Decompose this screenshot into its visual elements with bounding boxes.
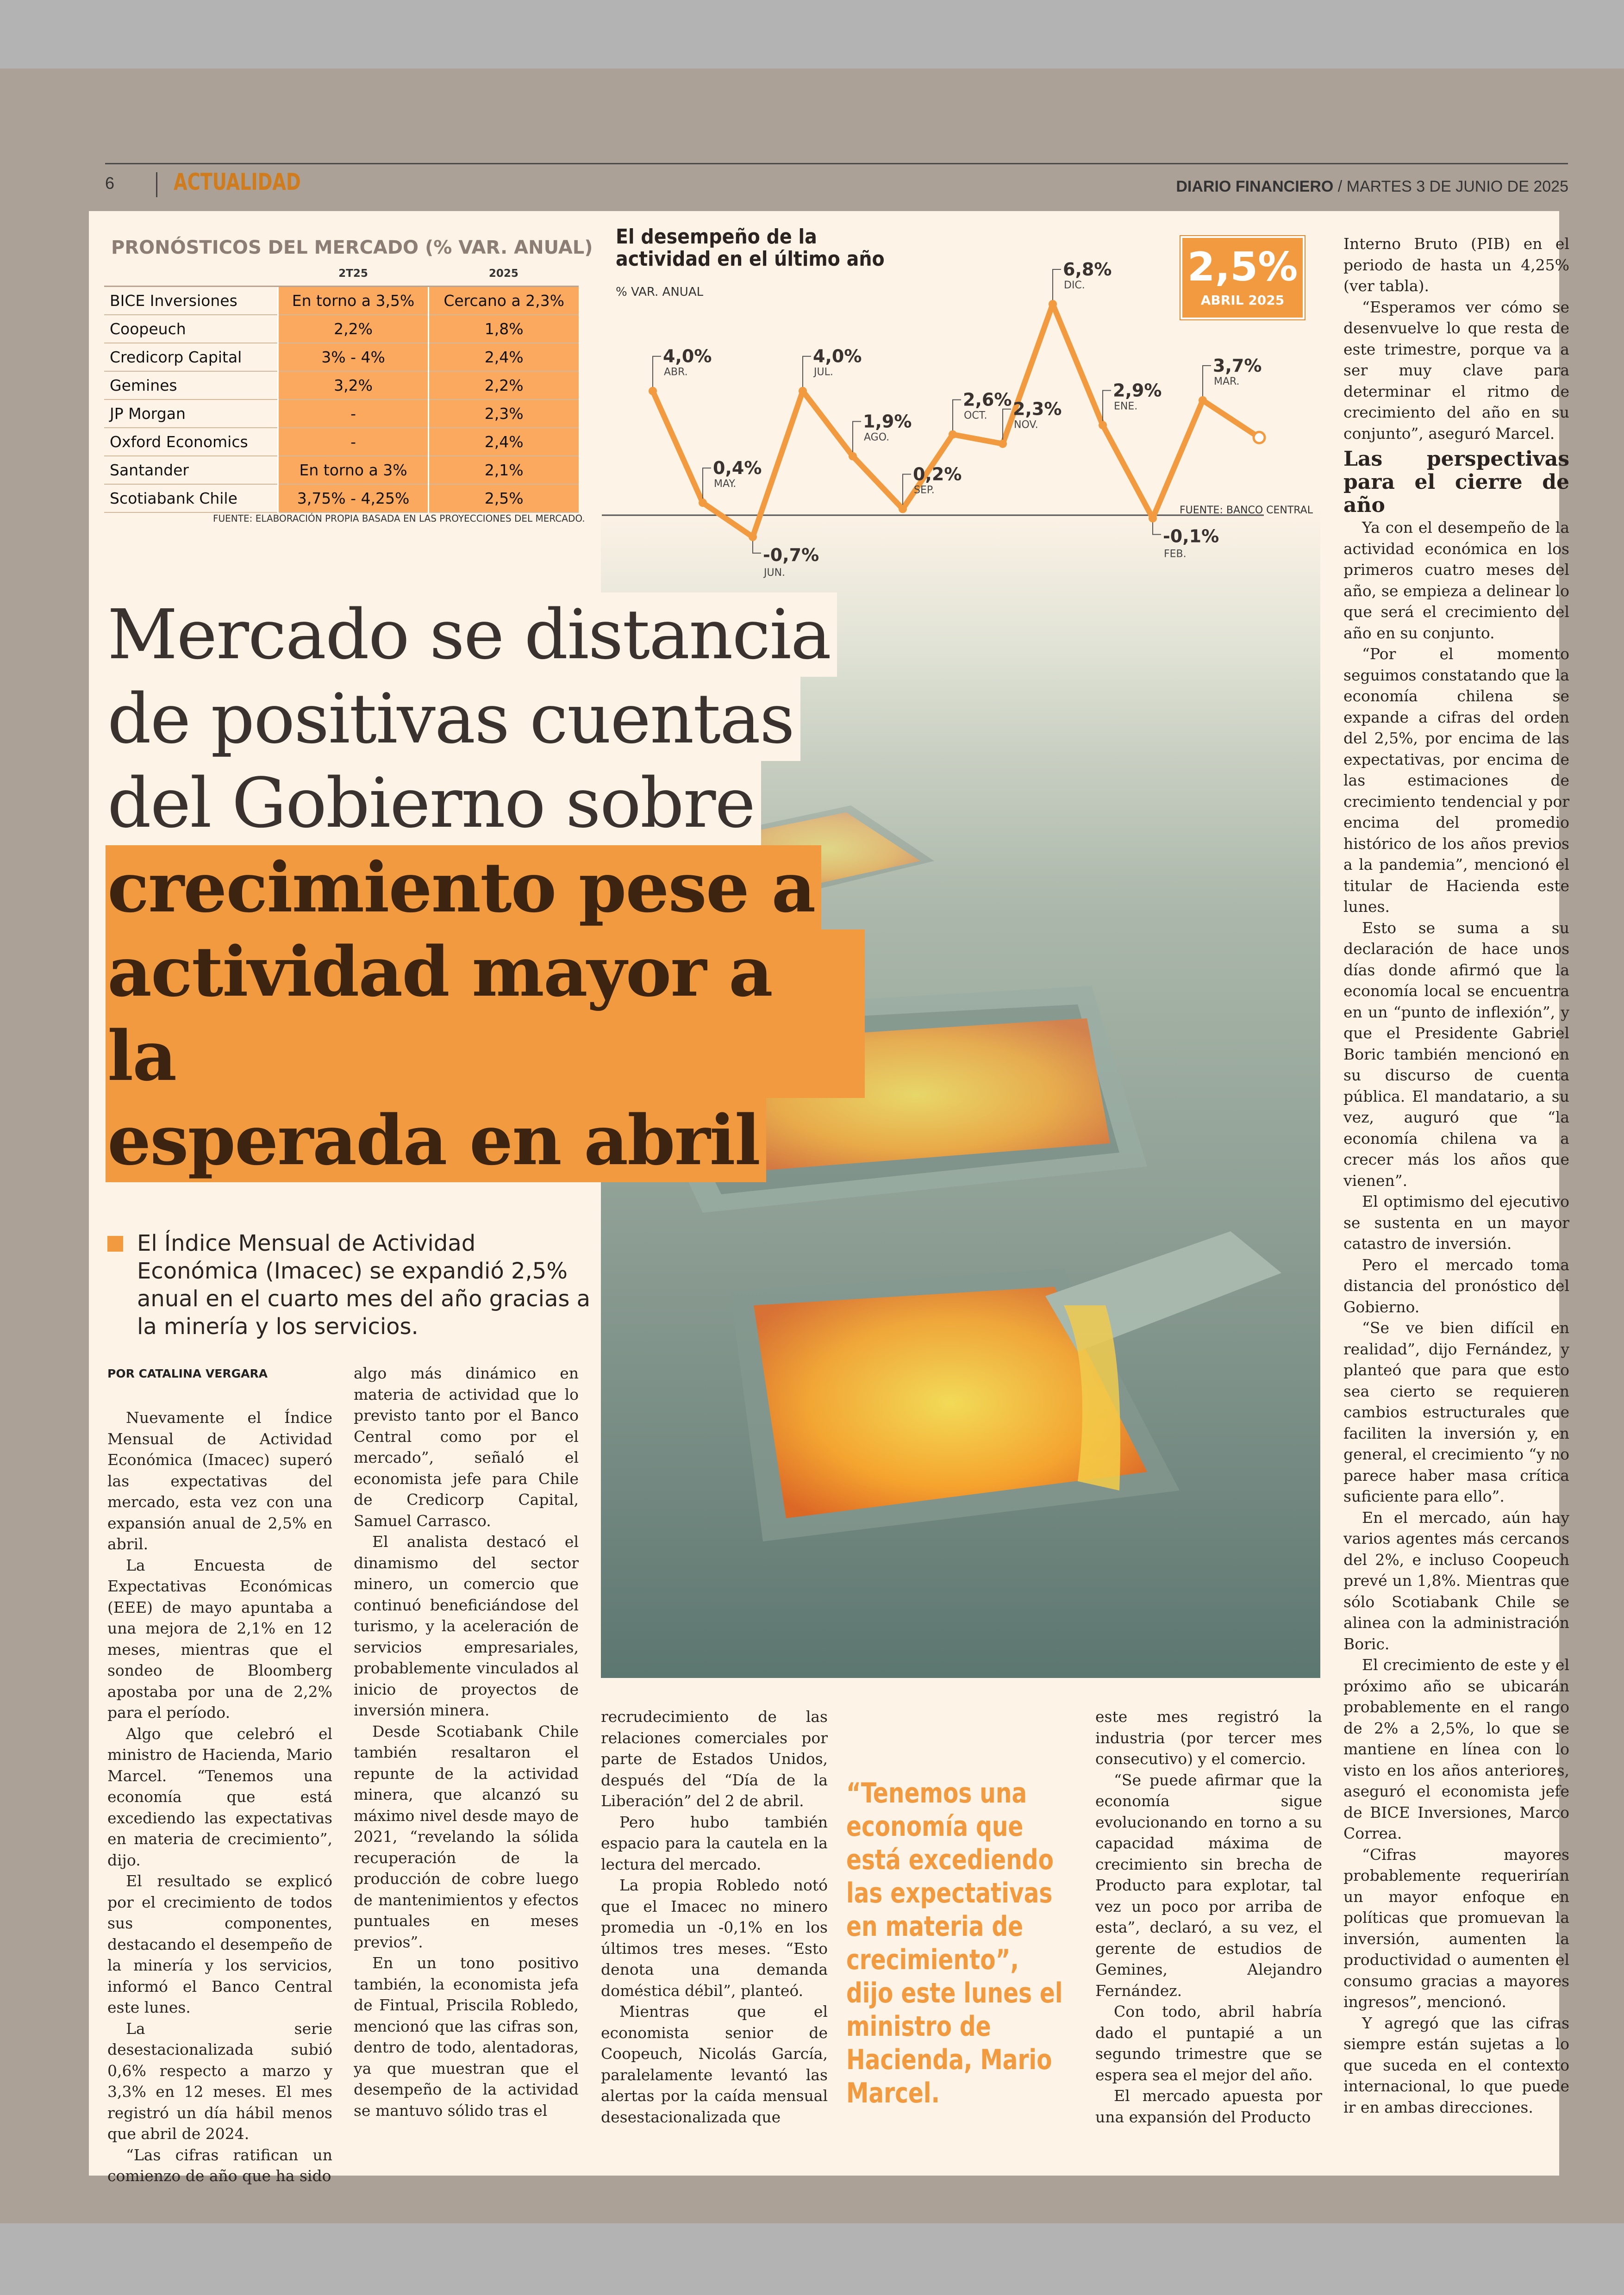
data-label: -0,1% [1163, 526, 1219, 547]
label-leader [803, 356, 811, 391]
headline-line-highlight: esperada en abril [106, 1098, 766, 1182]
paragraph: Pero el mercado toma distancia del pronóstico del Gobierno. [1343, 1255, 1569, 1316]
article-column-3 [601, 1706, 828, 2127]
data-label: 0,2% [913, 464, 962, 485]
table-cell-year: 2,3% [429, 399, 579, 428]
table-cell-year: 2,4% [429, 343, 579, 371]
page-number: 6 [105, 174, 115, 193]
chart-title: El desempeño de la actividad en el último año [616, 225, 885, 271]
subhead: Las perspectivas para el cierre de año [1343, 447, 1569, 517]
table-row [104, 315, 579, 343]
table-row [104, 399, 579, 428]
table-header-row [104, 262, 579, 287]
data-label: 2,9% [1113, 380, 1162, 401]
data-point [1199, 396, 1207, 405]
table-cell-name: Coopeuch [104, 315, 278, 343]
paragraph: “Se ve bien difícil en realidad”, dijo Fernández, y planteó que para que esto sea cierto se requieren cambios estructurales que faciliten la inversión y, en general, el crecimiento “y no parece haber masa crítica suficiente para ello”. [1343, 1319, 1569, 1505]
headline [106, 592, 865, 1182]
forecast-table-source: FUENTE: ELABORACIÓN PROPIA BASADA EN LAS PROYECCIONES DEL MERCADO. [213, 513, 585, 524]
table-cell-quarter: 3,2% [278, 371, 429, 399]
masthead-brand: DIARIO FINANCIERO [1176, 178, 1334, 195]
data-point [849, 452, 857, 461]
summary [107, 1229, 598, 1341]
paragraph: Y agregó que las cifras siempre están sujetas a lo que suceda en el contexto internacional, lo que puede ir en ambas direcciones. [1343, 2014, 1569, 2116]
header-rule [105, 163, 1568, 164]
paragraph: algo más dinámico en materia de actividad que lo previsto tanto por el Banco Central como por el mercado”, señaló el economista jefe para Chile de Credicorp Capital, Samuel Carrasco. [354, 1364, 579, 1530]
table-cell-year: Cercano a 2,3% [429, 287, 579, 315]
table-row [104, 484, 579, 512]
chart-source: FUENTE: BANCO CENTRAL [1180, 505, 1313, 516]
paragraph: El analista destacó el dinamismo del sector minero, un comercio que continuó beneficiándose del turismo, y la aceleración de servicios empresariales, probablemente vinculados al inicio de proyectos de inversión minera. [354, 1533, 579, 1719]
table-cell-name: Scotiabank Chile [104, 484, 278, 512]
label-leader [1103, 390, 1111, 425]
data-label: 1,9% [863, 411, 912, 432]
label-leader [853, 422, 861, 456]
data-label: 4,0% [663, 346, 712, 367]
latest-value-badge [1181, 236, 1305, 319]
data-label: 3,7% [1213, 355, 1262, 376]
category-label: JUL. [814, 366, 833, 378]
paragraph: Interno Bruto (PIB) en el periodo de hasta un 4,25% (ver tabla). [1343, 235, 1569, 295]
table-cell-year: 2,2% [429, 371, 579, 399]
paragraph: “Esperamos ver cómo se desenvuelve lo que resta de este trimestre, porque va a ser muy clave para determinar el ritmo de crecimiento del año en su conjunto”, aseguró Marcel. [1343, 298, 1569, 443]
masthead-date: / MARTES 3 DE JUNIO DE 2025 [1333, 178, 1568, 195]
paragraph: El crecimiento de este y el próximo año se ubicarán probablemente en el rango de 2% a 2,5%, lo que se mantiene en línea con lo visto en los años anteriores, aseguró el economista jefe de BICE Inversiones, Marco Correa. [1343, 1656, 1569, 1842]
paragraph: Ya con el desempeño de la actividad económica en los primeros cuatro meses del año, se empieza a delinear lo que será el crecimiento del año en su conjunto. [1343, 518, 1569, 642]
table-cell-quarter: - [278, 399, 429, 428]
badge-label: ABRIL 2025 [1200, 293, 1285, 308]
table-cell-quarter: 3% - 4% [278, 343, 429, 371]
table-row [104, 343, 579, 371]
data-label: 2,6% [963, 389, 1012, 410]
paragraph: La propia Robledo notó que el Imacec no minero promedia un -0,1% en los últimos tres meses. “Esto denota una demanda doméstica débil”, planteó. [601, 1876, 828, 2000]
data-label: 2,3% [1013, 399, 1062, 419]
forecast-table-title: PRONÓSTICOS DEL MERCADO (% VAR. ANUAL) [111, 237, 593, 258]
table-cell-quarter: En torno a 3% [278, 456, 429, 484]
data-point [949, 430, 957, 439]
paragraph: Con todo, abril habría dado el puntapié a un segundo trimestre que se espera sea el mejor del año. [1095, 2002, 1322, 2084]
section-label: ACTUALIDAD [174, 168, 301, 195]
table-cell-name: Credicorp Capital [104, 343, 278, 371]
headline-line: de positivas cuentas [106, 677, 800, 761]
paragraph: Pero hubo también espacio para la cautela en la lectura del mercado. [601, 1813, 828, 1873]
data-point [649, 387, 657, 395]
headline-line: del Gobierno sobre [106, 761, 761, 845]
table-cell-name: JP Morgan [104, 399, 278, 428]
headline-line: Mercado se distancia [106, 592, 837, 677]
table-cell-year: 1,8% [429, 315, 579, 343]
pull-quote: “Tenemos una economía que está excediendo las expectativas en materia de crecimiento”, dijo este lunes el ministro de Hacienda, Mario Marcel. [846, 1777, 1063, 2109]
label-leader [1203, 366, 1211, 400]
latest-point [1254, 432, 1265, 443]
paragraph: Mientras que el economista senior de Coopeuch, Nicolás García, paralelamente levantó las alertas por la caída mensual desestacionalizada que [601, 2002, 828, 2126]
paragraph: En el mercado, aún hay varios agentes más cercanos del 2%, e incluso Coopeuch prevé un 1,8%. Mientras que sólo Scotiabank Chile se alinea con la administración Boric. [1343, 1508, 1569, 1653]
paragraph: Desde Scotiabank Chile también resaltaron el repunte de la actividad minera, que alcanzó su máximo nivel desde mayo de 2021, “revelando la sólida recuperación de la producción de cobre luego de mantenimientos y efectos puntuales en meses previos”. [354, 1722, 579, 1951]
label-leader [703, 468, 711, 503]
data-point [1149, 514, 1157, 523]
paragraph: “Se puede afirmar que la economía sigue evolucionando en torno a su capacidad máxima de crecimiento sin brecha de Producto para explotar, tal vez un poco por arriba de esta”, declaró, a su vez, el gerente de estudios de Gemines, Alejandro Fernández. [1095, 1771, 1322, 2000]
article-column-2 [354, 1363, 579, 2121]
label-leader [953, 400, 961, 435]
paragraph: La Encuesta de Expectativas Económicas (EEE) de mayo apuntaba a una mejora de 2,1% en 12 meses, mientras que el sondeo de Bloomberg apostaba por una de 2,2% para el período. [107, 1556, 332, 1721]
paragraph: El mercado apuesta por una expansión del Producto [1095, 2087, 1322, 2126]
headline-line-highlight: actividad mayor a la [106, 929, 865, 1098]
column-5-intro [1343, 233, 1569, 444]
category-label: SEP. [914, 484, 935, 496]
table-row [104, 371, 579, 399]
data-label: 4,0% [813, 346, 862, 367]
table-header-empty [104, 262, 278, 287]
category-label: ABR. [664, 366, 688, 378]
category-label: JUN. [764, 567, 786, 579]
category-label: MAY. [714, 478, 737, 490]
summary-bullet-icon [107, 1236, 123, 1252]
data-label: -0,7% [763, 544, 819, 565]
data-label: 0,4% [713, 458, 762, 479]
article-column-5 [1343, 233, 1569, 2118]
paragraph: Esto se suma a su declaración de hace unos días donde afirmó que la economía local se encuentra en un “punto de inflexión”, y que el Presidente Gabriel Boric también mencionó en su discurso de cuenta pública. El mandatario, a su vez, auguró que “la economía chilena va a crecer más los años que vienen”. [1343, 918, 1569, 1190]
table-cell-name: Santander [104, 456, 278, 484]
series-line [653, 304, 1259, 537]
category-label: DIC. [1064, 279, 1085, 291]
paragraph: “Cifras mayores probablemente requerirían un mayor enfoque en políticas que promuevan la inversión, aumenten la productividad o aumenten el consumo gracias a mayores ingresos”, mencionó. [1343, 1845, 1569, 2011]
label-leader [653, 356, 661, 391]
category-label: AGO. [864, 431, 890, 443]
masthead [1176, 178, 1568, 196]
table-cell-quarter: En torno a 3,5% [278, 287, 429, 315]
table-row [104, 428, 579, 456]
byline: POR CATALINA VERGARA [107, 1367, 268, 1380]
forecast-table [104, 262, 579, 513]
data-point [699, 499, 707, 507]
table-cell-year: 2,4% [429, 428, 579, 456]
table-cell-year: 2,1% [429, 456, 579, 484]
table-cell-name: Oxford Economics [104, 428, 278, 456]
category-label: MAR. [1214, 375, 1240, 387]
article-column-1 [107, 1407, 332, 2187]
paragraph: La serie desestacionalizada subió 0,6% respecto a marzo y 3,3% en 12 meses. El mes registró un día hábil menos que abril de 2024. [107, 2019, 332, 2143]
article-column-4 [1095, 1706, 1322, 2127]
table-cell-quarter: 3,75% - 4,25% [278, 484, 429, 512]
table-row [104, 456, 579, 484]
summary-text: El Índice Mensual de Actividad Económica (Imacec) se expandió 2,5% anual en el cuarto mes del año gracias a la minería y los servicios. [137, 1230, 591, 1340]
paragraph: En un tono positivo también, la economista jefa de Fintual, Priscila Robledo, mencionó que las cifras son, dentro de todo, alentadoras, ya que muestran que el desempeño de la actividad se mantuvo sólido tras el [354, 1954, 579, 2120]
header-divider [156, 172, 157, 197]
table-row [104, 287, 579, 315]
table-header-quarter: 2T25 [278, 262, 429, 287]
table-cell-year: 2,5% [429, 484, 579, 512]
data-point [999, 440, 1007, 448]
data-point [1049, 300, 1057, 308]
data-point [799, 387, 807, 395]
paragraph: Algo que celebró el ministro de Hacienda, Mario Marcel. “Tenemos una economía que está excediendo las expectativas en materia de crecimiento”, dijo. [107, 1724, 332, 1869]
data-point [1099, 421, 1107, 429]
chart-y-label: % VAR. ANUAL [616, 285, 704, 299]
table-cell-name: BICE Inversiones [104, 287, 278, 315]
category-label: FEB. [1164, 548, 1187, 560]
paragraph: recrudecimiento de las relaciones comerciales por parte de Estados Unidos, después del “Día de la Liberación” del 2 de abril. [601, 1708, 828, 1810]
table-cell-quarter: 2,2% [278, 315, 429, 343]
paragraph: Nuevamente el Índice Mensual de Actividad Económica (Imacec) superó las expectativas del mercado, esta vez con una expansión anual de 2,5% en abril. [107, 1409, 332, 1553]
paragraph: El resultado se explicó por el crecimiento de todos sus componentes, destacando el desempeño de la minería y los servicios, informó el Banco Central este lunes. [107, 1872, 332, 2016]
category-label: ENE. [1114, 400, 1138, 412]
label-leader [1053, 269, 1061, 304]
badge-value: 2,5% [1187, 244, 1298, 290]
data-label: 6,8% [1063, 259, 1112, 280]
data-point [899, 505, 907, 513]
table-cell-quarter: - [278, 428, 429, 456]
paragraph: “Las cifras ratifican un comienzo de año que ha sido [107, 2145, 332, 2185]
table-cell-name: Gemines [104, 371, 278, 399]
category-label: NOV. [1014, 419, 1038, 431]
category-label: OCT. [964, 410, 987, 422]
table-header-year: 2025 [429, 262, 579, 287]
headline-line-highlight: crecimiento pese a [106, 845, 821, 929]
column-5-body [1343, 517, 1569, 2118]
paragraph: “Por el momento seguimos constatando que la economía chilena se expande a cifras del orden del 2,5%, por encima de las expectativas, por encima de las estimaciones de crecimiento tendencial y por encima del promedio histórico de los años previos a la pandemia”, mencionó el titular de Hacienda este lunes. [1343, 645, 1569, 916]
forecast-table-body [104, 287, 579, 513]
paragraph: este mes registró la industria (por tercer mes consecutivo) y el comercio. [1095, 1708, 1322, 1768]
data-point [749, 533, 757, 541]
paragraph: El optimismo del ejecutivo se sustenta en un mayor catastro de inversión. [1343, 1192, 1569, 1253]
